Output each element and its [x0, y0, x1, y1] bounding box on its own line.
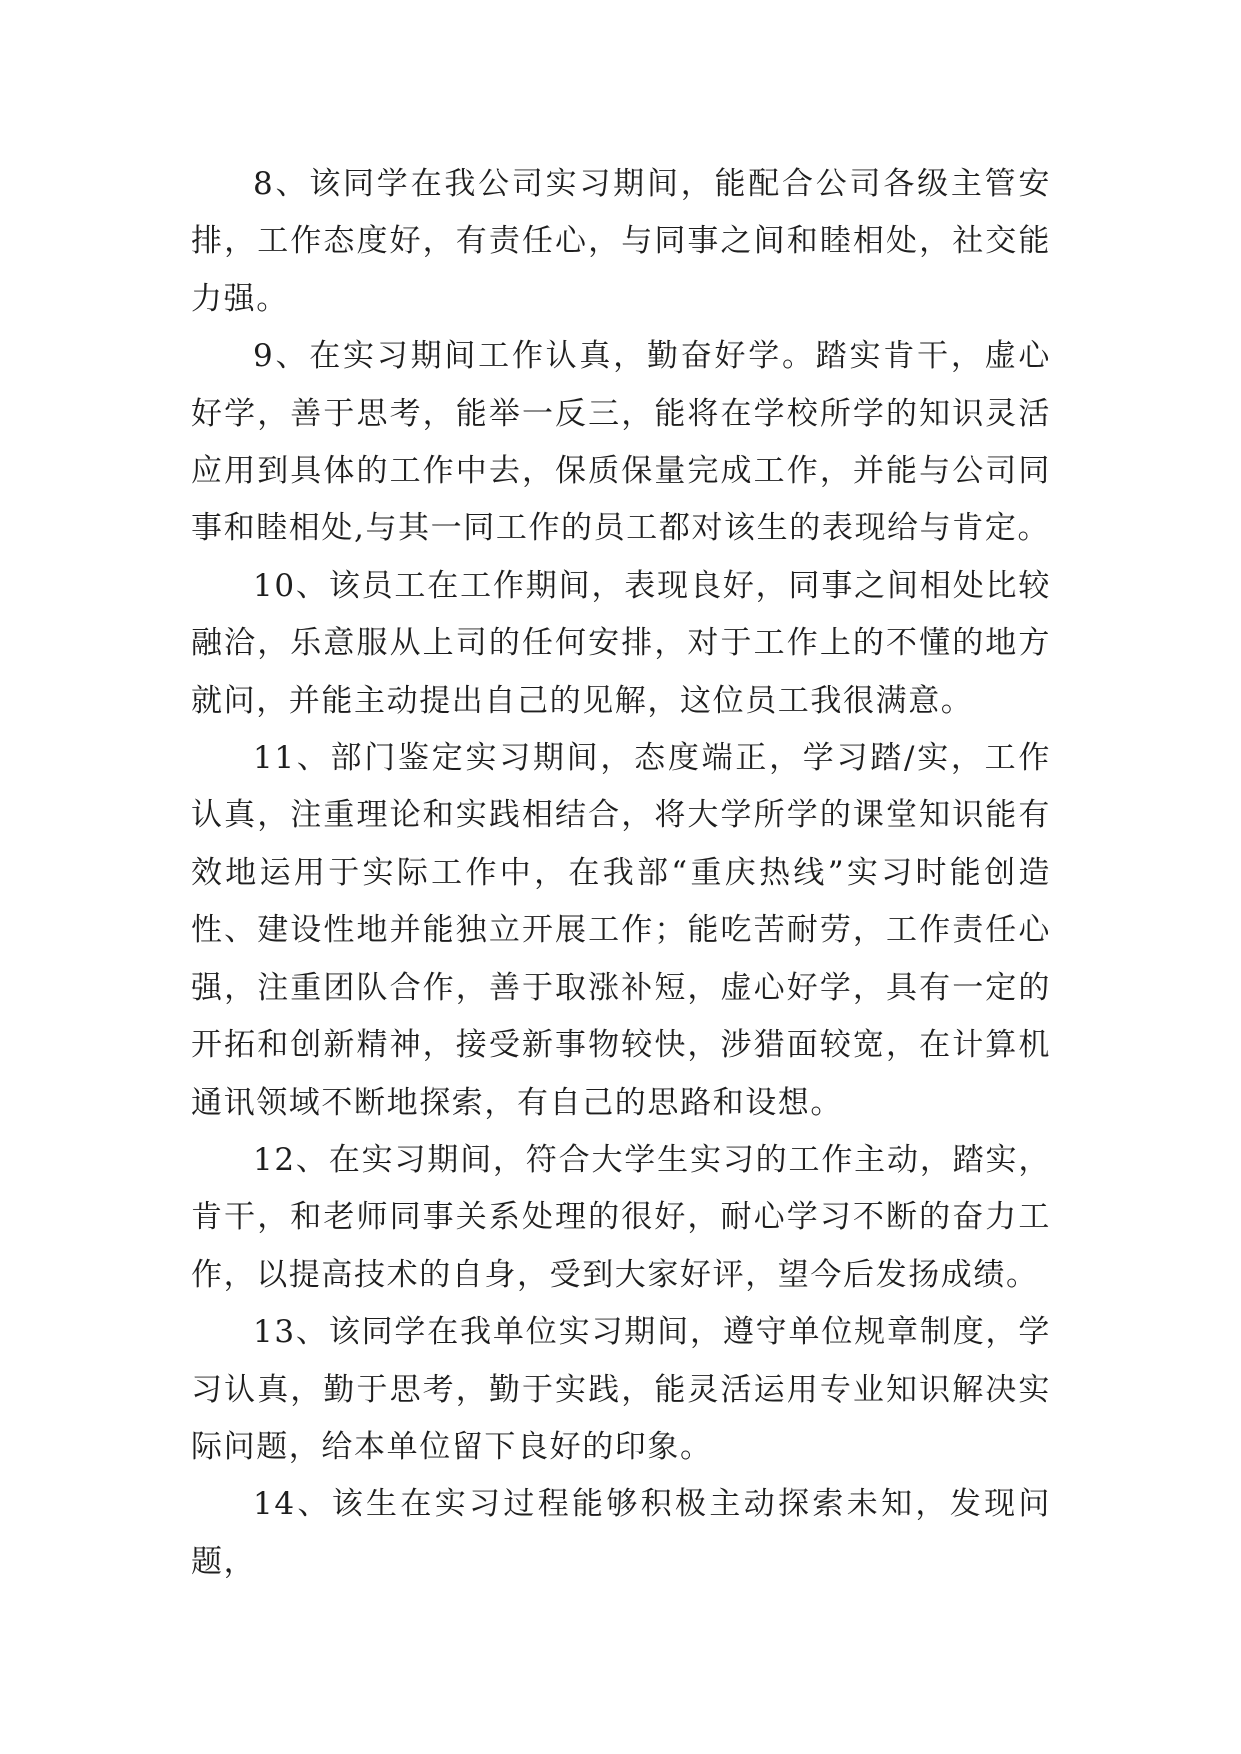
paragraph-9: 9、在实习期间工作认真，勤奋好学。踏实肯干，虚心好学，善于思考，能举一反三，能将在学校所学的知识灵活应用到具体的工作中去，保质保量完成工作，并能与公司同事和睦相处,与其一同工作的员工都对该生的表现给与肯定。 [191, 338, 1051, 547]
document-page [191, 156, 1051, 1591]
paragraph-8: 8、该同学在我公司实习期间，能配合公司各级主管安排，工作态度好，有责任心，与同事之间和睦相处，社交能力强。 [191, 166, 1051, 317]
paragraph-10: 10、该员工在工作期间，表现良好，同事之间相处比较融洽，乐意服从上司的任何安排，对于工作上的不懂的地方就问，并能主动提出自己的见解，这位员工我很满意。 [191, 567, 1051, 719]
paragraph-13: 13、该同学在我单位实习期间，遵守单位规章制度，学习认真，勤于思考，勤于实践，能灵活运用专业知识解决实际问题，给本单位留下良好的印象。 [191, 1314, 1051, 1465]
paragraph-11: 11、部门鉴定实习期间，态度端正，学习踏/实，工作认真，注重理论和实践相结合，将大学所学的课堂知识能有效地运用于实际工作中，在我部“重庆热线”实习时能创造性、建设性地并能独立开展工作；能吃苦耐劳，工作责任心强，注重团队合作，善于取涨补短，虚心好学，具有一定的开拓和创新精神，接受新事物较快，涉猎面较宽，在计算机通讯领域不断地探索，有自己的思路和设想。 [191, 740, 1051, 1121]
paragraph-14: 14、该生在实习过程能够积极主动探索未知，发现问题， [191, 1486, 1051, 1580]
paragraph-12: 12、在实习期间，符合大学生实习的工作主动，踏实，肯干，和老师同事关系处理的很好，耐心学习不断的奋力工作，以提高技术的自身，受到大家好评，望今后发扬成绩。 [191, 1141, 1051, 1293]
